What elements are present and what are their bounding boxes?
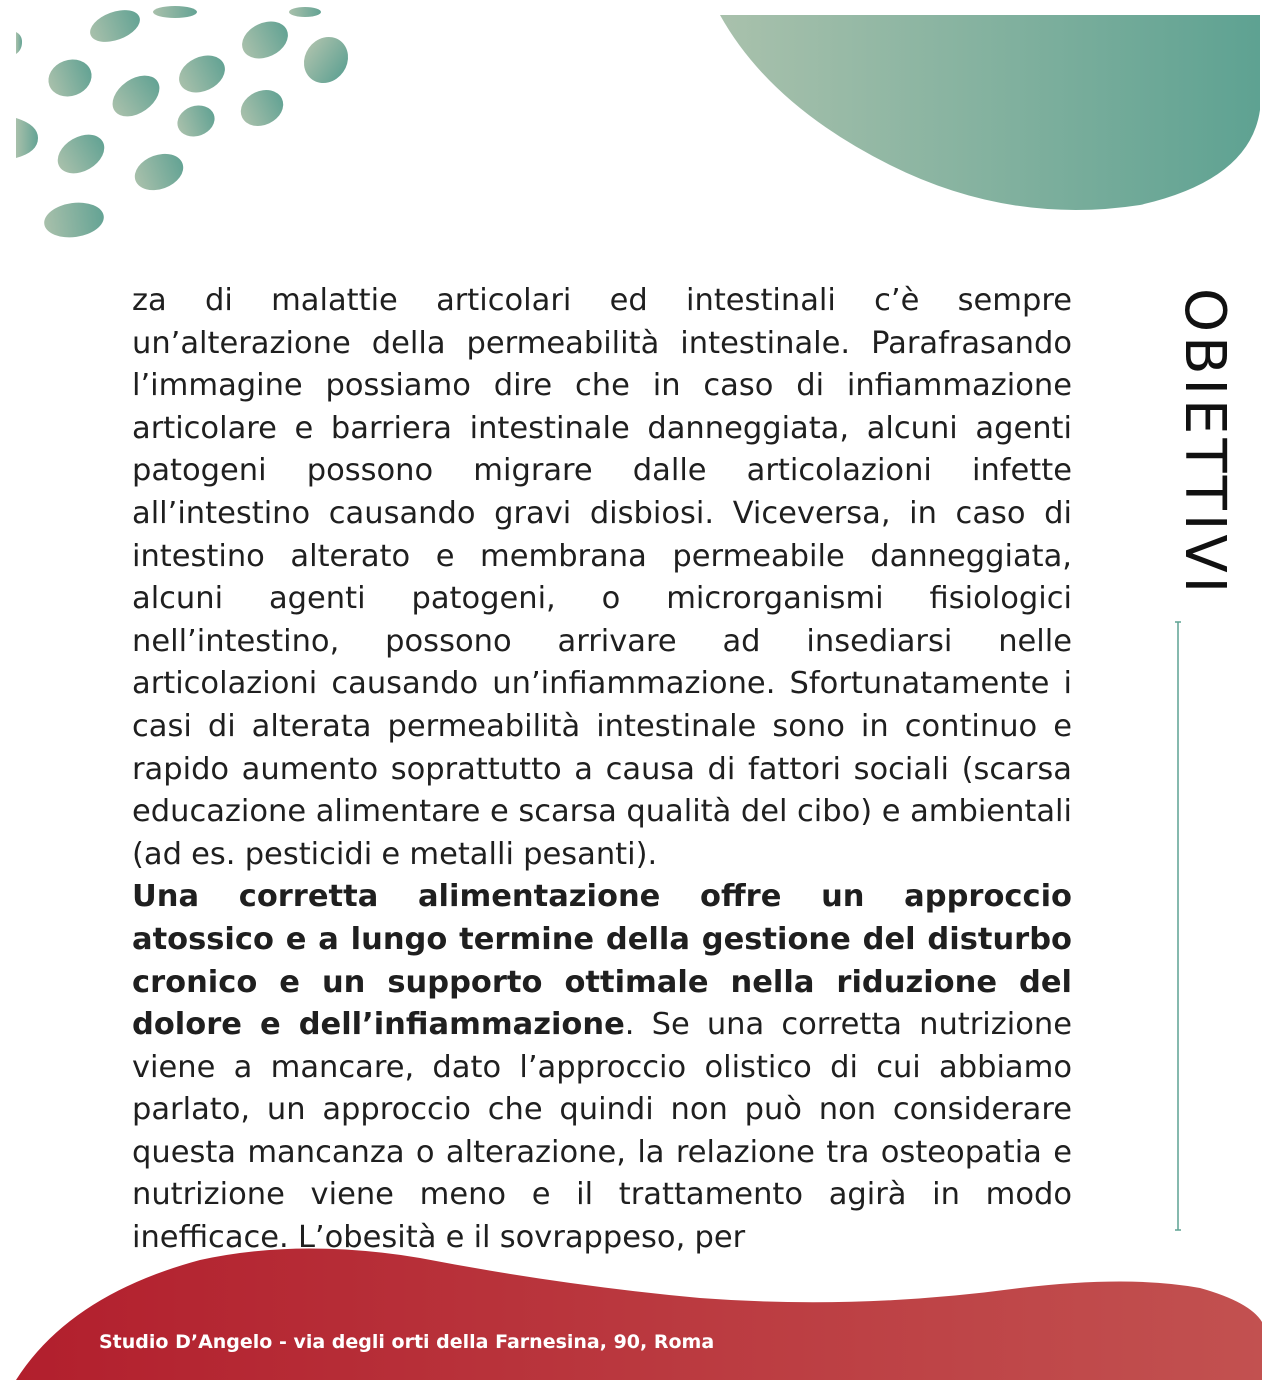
footer-address: Studio D’Angelo - via degli orti della Farnesina, 90, Roma xyxy=(99,1331,715,1353)
red-wave-shape xyxy=(16,1248,1262,1380)
article-body xyxy=(132,280,1072,1260)
paragraph-1: za di malattie articolari ed intestinali c’è sempre un’alterazione della permeabilità intestinale. Parafrasando l’immagine possiamo dire che in caso di infiammazione articolare e barriera intestinale danneggiata, alcuni agenti patogeni possono migrare dalle articolazioni infette all’intestino causando gravi disbiosi. Viceversa, in caso di intestino alterato e membrana permeabile danneggiata, alcuni agenti patogeni, o microrganismi fisiologici nell’intestino, possono arrivare ad insediarsi nelle articolazioni causando un’infiammazione. Sfortunatamente i casi di alterata permeabilità intestinale sono in continuo e rapido aumento soprattutto a causa di fattori sociali (scarsa educazione alimentare e scarsa qualità del cibo) e ambientali (ad es. pesticidi e metalli pesanti). xyxy=(132,283,1072,872)
paragraph-2-bold: Una corretta alimentazione offre un approccio atossico e a lungo termine della gestione del disturbo cronico e un supporto ottimale nella riduzione del dolore e dell’infiammazione xyxy=(132,879,1072,1043)
green-dots-pattern xyxy=(16,4,357,241)
section-title-vertical: OBIETTIVI xyxy=(1172,288,1237,598)
paragraph-2 xyxy=(132,876,1072,1259)
green-corner-shape xyxy=(720,15,1260,210)
vertical-divider xyxy=(1170,620,1186,1232)
decorative-footer-wave xyxy=(0,1230,1280,1398)
paragraph-2-text: . Se una corretta nutrizione viene a mancare, dato l’approccio olistico di cui abbiamo parlato, un approccio che quindi non può non considerare questa mancanza o alterazione, la relazione tra osteopatia e nutrizione viene meno e il trattamento agirà in modo inefficace. L’obesità e il sovrappeso, per xyxy=(132,1007,1072,1256)
decorative-header-shapes xyxy=(0,0,1280,260)
